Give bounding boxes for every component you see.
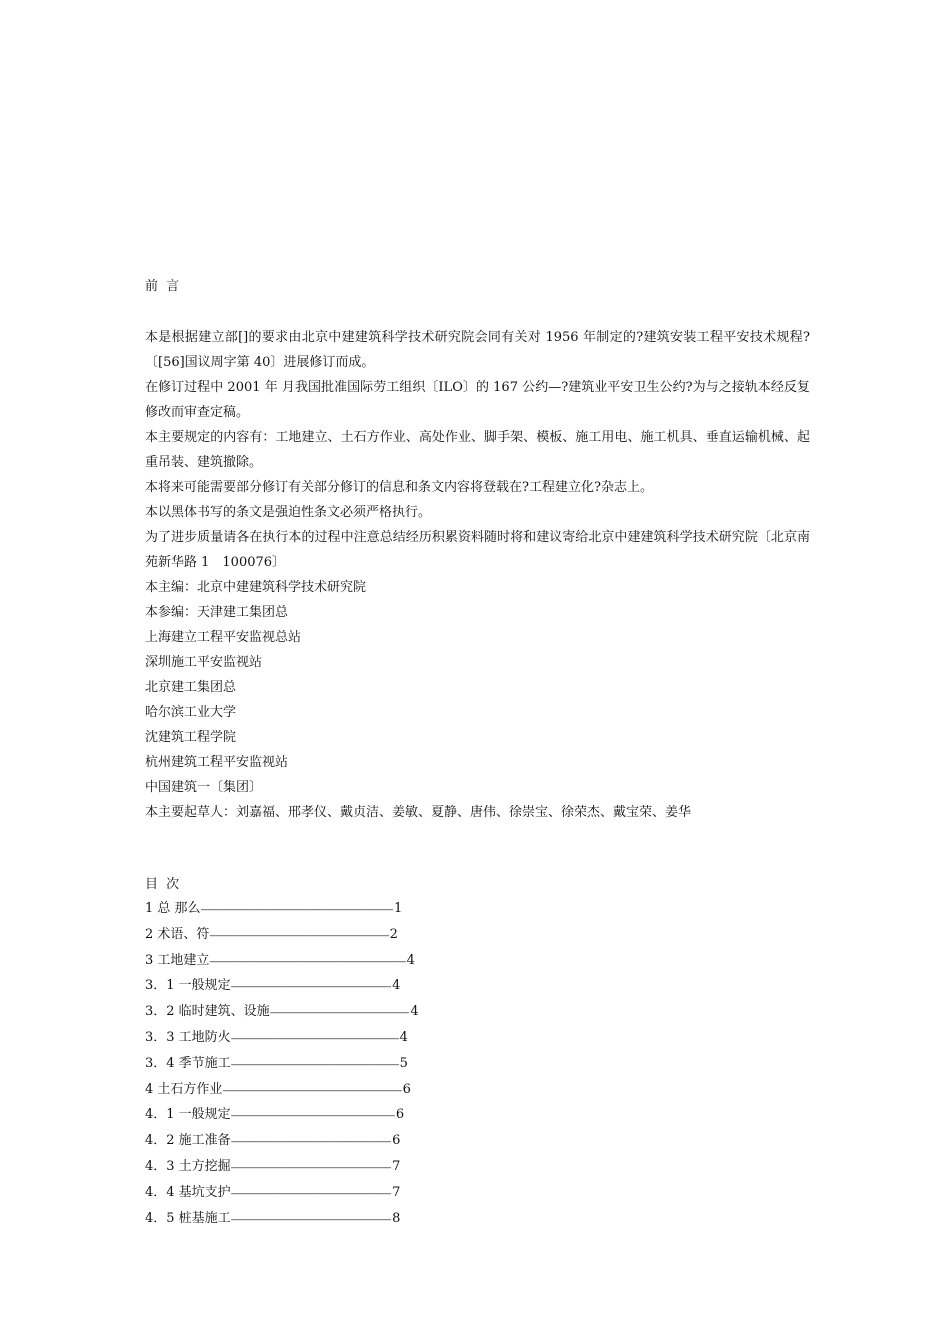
- toc-leader-dots: -------------------------------------------------------------------------------------: [230, 1188, 392, 1198]
- toc-entry[interactable]: [145, 1207, 810, 1233]
- toc-entry[interactable]: [145, 1000, 810, 1026]
- toc-entry-page: 6: [395, 1107, 405, 1123]
- toc-entry-page: 1: [394, 901, 403, 916]
- toc-entry[interactable]: [145, 1052, 810, 1078]
- toc-entry-title: 3 工地建立: [145, 952, 210, 968]
- toc-entry-page: 4: [406, 952, 415, 968]
- toc-entry-title: 4．2 施工准备: [145, 1133, 231, 1149]
- toc-entry-page: 7: [392, 1184, 401, 1200]
- toc-entry[interactable]: [145, 974, 810, 1000]
- toc-entry-page: 2: [389, 926, 398, 942]
- participating-unit-line: 深圳施工平安监视站: [145, 655, 263, 670]
- toc-entry-page: 6: [402, 1081, 411, 1097]
- toc-entry-title: 3．3 工地防火: [145, 1029, 231, 1045]
- participating-unit-line: 哈尔滨工业大学: [145, 705, 237, 720]
- preface-paragraph: 本将来可能需要部分修订有关部分修订的信息和条文内容将登载在?工程建立化?杂志上。: [145, 480, 653, 495]
- toc-leader-dots: -------------------------------------------------------------------------------------: [230, 1214, 392, 1224]
- participating-unit-line: 本参编：天津建工集团总: [145, 605, 289, 620]
- participating-unit-line: 上海建立工程平安监视总站: [145, 630, 302, 645]
- toc-entry-page: 8: [392, 1210, 401, 1226]
- toc-entry-title: 4．3 土方挖掘: [145, 1158, 231, 1174]
- chief-editor-line: 本主编：北京中建建筑科学技术研究院: [145, 580, 367, 595]
- toc-entry-title: 4．1 一般规定: [145, 1107, 231, 1123]
- preface-section: [145, 277, 810, 825]
- toc-entry[interactable]: [145, 1078, 810, 1104]
- preface-title: 前 言: [145, 279, 182, 294]
- toc-entry-title: 4．5 桩基施工: [145, 1210, 231, 1226]
- document-page: [145, 277, 810, 1232]
- participating-unit-line: 杭州建筑工程平安监视站: [145, 755, 289, 770]
- toc-entry[interactable]: [145, 1026, 810, 1052]
- toc-entry-page: 4: [399, 1029, 408, 1045]
- preface-body: [145, 325, 810, 825]
- toc-leader-dots: -----------------------------------------------------------------------------------------------: [209, 930, 389, 940]
- toc-entry-page: 5: [399, 1055, 408, 1071]
- toc-entry-title: 3．1 一般规定: [145, 978, 231, 994]
- toc-entry-page: 6: [392, 1133, 401, 1149]
- toc-leader-dots: -----------------------------------------------------------------------------------------: [230, 1033, 399, 1043]
- preface-paragraph: 本以黑体书写的条文是强迫性条文必须严格执行。: [145, 505, 432, 520]
- toc-entry[interactable]: [145, 1155, 810, 1181]
- toc-leader-dots: -------------------------------------------------------------------------------------: [230, 1162, 392, 1172]
- toc-entry-page: 4: [392, 978, 401, 994]
- toc-leader-dots: -----------------------------------------------------------------------------------------: [230, 1059, 399, 1069]
- toc-entry-title: 3．2 临时建筑、设施: [145, 1004, 270, 1020]
- participating-unit-line: 中国建筑一〔集团〕: [145, 780, 263, 795]
- preface-paragraph: 为了进步质量请各在执行本的过程中注意总结经历积累资料随时将和建议寄给北京中建建筑科学技术研究院〔北京南苑新华路 1 100076〕: [145, 530, 810, 570]
- toc-leader-dots: -------------------------------------------------------------------------------------: [230, 1137, 392, 1147]
- toc-leader-dots: ---------------------------------------------------------------------------------------: [230, 1111, 395, 1121]
- toc-entry-page: 7: [392, 1158, 401, 1174]
- preface-paragraph: 本是根据建立部[]的要求由北京中建建筑科学技术研究院会同有关对 1956 年制定的?建筑安装工程平安技术规程?〔[56]国议周字第 40〕进展修订而成。: [145, 330, 810, 370]
- toc-list: [145, 897, 810, 1232]
- preface-paragraph: 在修订过程中 2001 年 月我国批准国际劳工组织〔ILO〕的 167 公约—?建筑业平安卫生公约?为与之接轨本经反复修改而审查定稿。: [145, 380, 810, 420]
- toc-leader-dots: -----------------------------------------------------------------------------------------------: [222, 1085, 402, 1095]
- participating-unit-line: 沈建筑工程学院: [145, 730, 237, 745]
- preface-paragraph: 本主要规定的内容有：工地建立、土石方作业、高处作业、脚手架、模板、施工用电、施工机具、垂直运输机械、起重吊装、建筑撤除。: [145, 430, 810, 470]
- toc-leader-dots: --------------------------------------------------------------------------------------------------------: [209, 956, 406, 966]
- toc-entry[interactable]: [145, 949, 810, 975]
- toc-leader-dots: -------------------------------------------------------------------------------------: [230, 982, 392, 992]
- table-of-contents: [145, 875, 810, 1232]
- toc-leader-dots: ------------------------------------------------------------------------------------------------------: [200, 905, 393, 914]
- toc-entry-page: 4: [410, 1004, 419, 1020]
- toc-leader-dots: --------------------------------------------------------------------------: [269, 1008, 410, 1018]
- toc-entry[interactable]: [145, 923, 810, 949]
- toc-entry-title: 2 术语、符: [145, 926, 210, 942]
- drafters-line: 本主要起草人：刘嘉福、邢孝仪、戴贞洁、姜敏、夏静、唐伟、徐崇宝、徐荣杰、戴宝荣、姜华: [145, 805, 692, 820]
- toc-title: 目 次: [145, 877, 182, 892]
- participating-unit-line: 北京建工集团总: [145, 680, 237, 695]
- toc-entry-title: 4 土石方作业: [145, 1081, 223, 1097]
- toc-entry[interactable]: [145, 1103, 810, 1129]
- toc-entry-title: 3．4 季节施工: [145, 1055, 231, 1071]
- toc-entry[interactable]: [145, 1181, 810, 1207]
- toc-entry[interactable]: [145, 1129, 810, 1155]
- toc-entry-title: 1 总 那么: [145, 901, 201, 916]
- toc-entry[interactable]: [145, 897, 810, 923]
- toc-entry-title: 4．4 基坑支护: [145, 1184, 231, 1200]
